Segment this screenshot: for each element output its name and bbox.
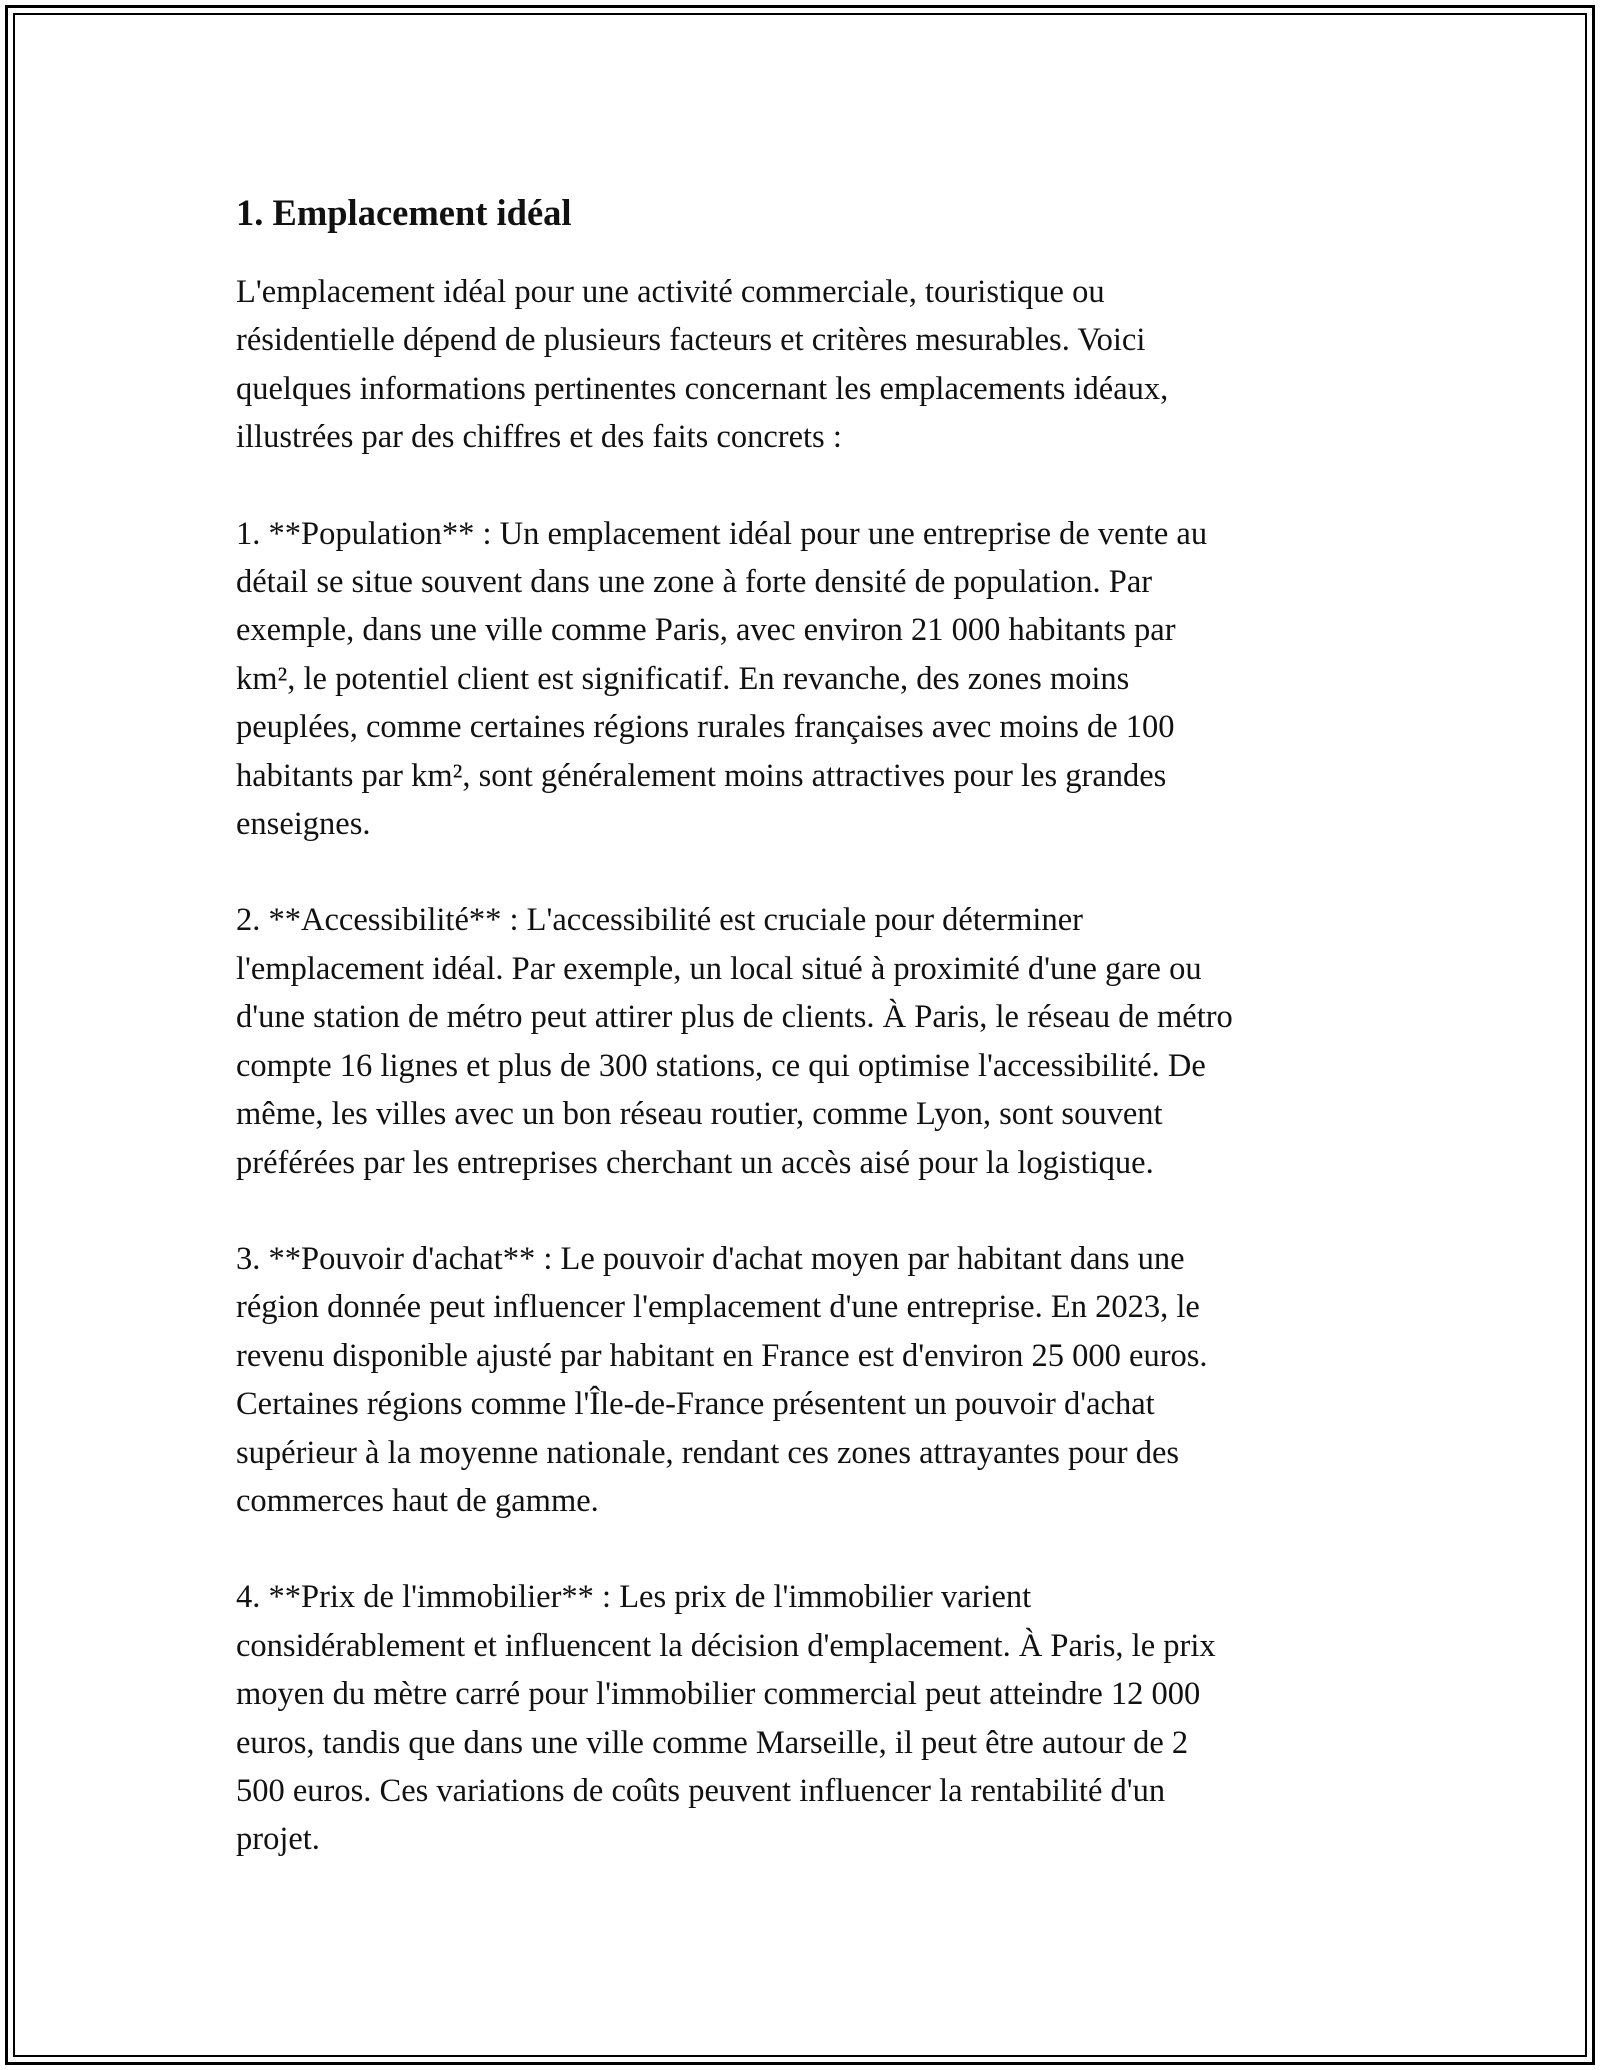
section-heading: 1. Emplacement idéal bbox=[236, 192, 572, 233]
intro-paragraph: L'emplacement idéal pour une activité commerciale, touristique ou résidentielle dépend de plusieurs facteurs et critères mesurables. Voici quelques informations pertinentes concernant les emplacements idéaux, illustrées par des chiffres et des faits concrets : bbox=[236, 274, 1169, 456]
purchasing-power-paragraph: 3. **Pouvoir d'achat** : Le pouvoir d'achat moyen par habitant dans une région donnée peut influencer l'emplacement d'une entreprise. En 2023, le revenu disponible ajusté par habitant en France est d'environ 25 000 euros. Certaines régions comme l'Île-de-France présentent un pouvoir d'achat supérieur à la moyenne nationale, rendant ces zones attrayantes pour des commerces haut de gamme. bbox=[236, 1240, 1208, 1519]
population-paragraph: 1. **Population** : Un emplacement idéal pour une entreprise de vente au détail se situe souvent dans une zone à forte densité de population. Par exemple, dans une ville comme Paris, avec environ 21 000 habitants par km², le potentiel client est significatif. En revanche, des zones moins peuplées, comme certaines régions rurales françaises avec moins de 100 habitants par km², sont généralement moins attractives pour les grandes enseignes. bbox=[236, 515, 1208, 843]
accessibility-paragraph: 2. **Accessibilité** : L'accessibilité est cruciale pour déterminer l'emplacement idéal. Par exemple, un local situé à proximité d'une gare ou d'une station de métro peut attirer plus de clients. À Paris, le réseau de métro compte 16 lignes et plus de 300 stations, ce qui optimise l'accessibilité. De même, les villes avec un bon réseau routier, comme Lyon, sont souvent préférées par les entreprises cherchant un accès aisé pour la logistique. bbox=[236, 902, 1233, 1181]
real-estate-paragraph: 4. **Prix de l'immobilier** : Les prix de l'immobilier varient considérablement et influencent la décision d'emplacement. À Paris, le prix moyen du mètre carré pour l'immobilier commercial peut atteindre 12 000 euros, tandis que dans une ville comme Marseille, il peut être autour de 2 500 euros. Ces variations de coûts peuvent influencer la rentabilité d'un projet. bbox=[236, 1579, 1216, 1858]
document-body bbox=[236, 185, 1366, 1912]
